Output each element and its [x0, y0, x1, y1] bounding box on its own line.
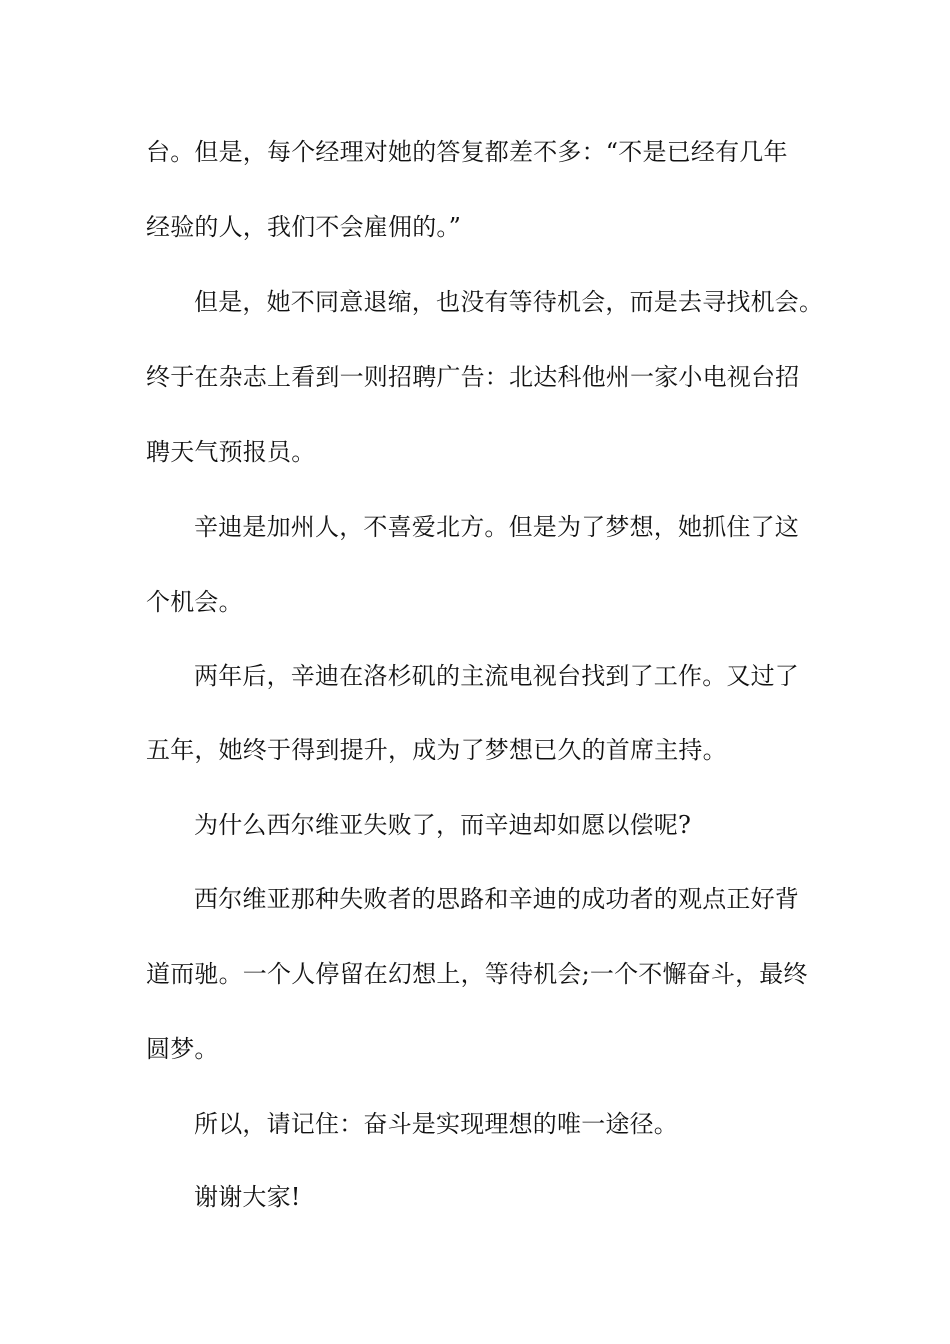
closing-line: 谢谢大家! [194, 1183, 301, 1211]
paragraph-first-line: 但是，她不同意退缩，也没有等待机会，而是去寻找机会。 [194, 288, 824, 316]
paragraph-first-line: 两年后，辛迪在洛杉矶的主流电视台找到了工作。又过了 [194, 662, 799, 690]
paragraph-first-line: 为什么西尔维亚失败了，而辛迪却如愿以偿呢? [194, 811, 692, 839]
text-line: 道而驰。一个人停留在幻想上，等待机会;一个不懈奋斗，最终 [146, 960, 808, 988]
text-line: 五年，她终于得到提升，成为了梦想已久的首席主持。 [146, 736, 727, 764]
paragraph-first-line: 西尔维亚那种失败者的思路和辛迪的成功者的观点正好背 [194, 885, 799, 913]
paragraph-first-line: 辛迪是加州人，不喜爱北方。但是为了梦想，她抓住了这 [194, 513, 799, 541]
paragraph-first-line: 所以，请记住：奋斗是实现理想的唯一途径。 [194, 1110, 678, 1138]
text-line: 台。但是，每个经理对她的答复都差不多：“不是已经有几年 [146, 138, 788, 166]
text-line: 圆梦。 [146, 1035, 219, 1063]
text-line: 经验的人，我们不会雇佣的。” [146, 213, 462, 241]
text-line: 聘天气预报员。 [146, 438, 316, 466]
text-line: 个机会。 [146, 588, 243, 616]
text-line: 终于在杂志上看到一则招聘广告：北达科他州一家小电视台招 [146, 363, 800, 391]
